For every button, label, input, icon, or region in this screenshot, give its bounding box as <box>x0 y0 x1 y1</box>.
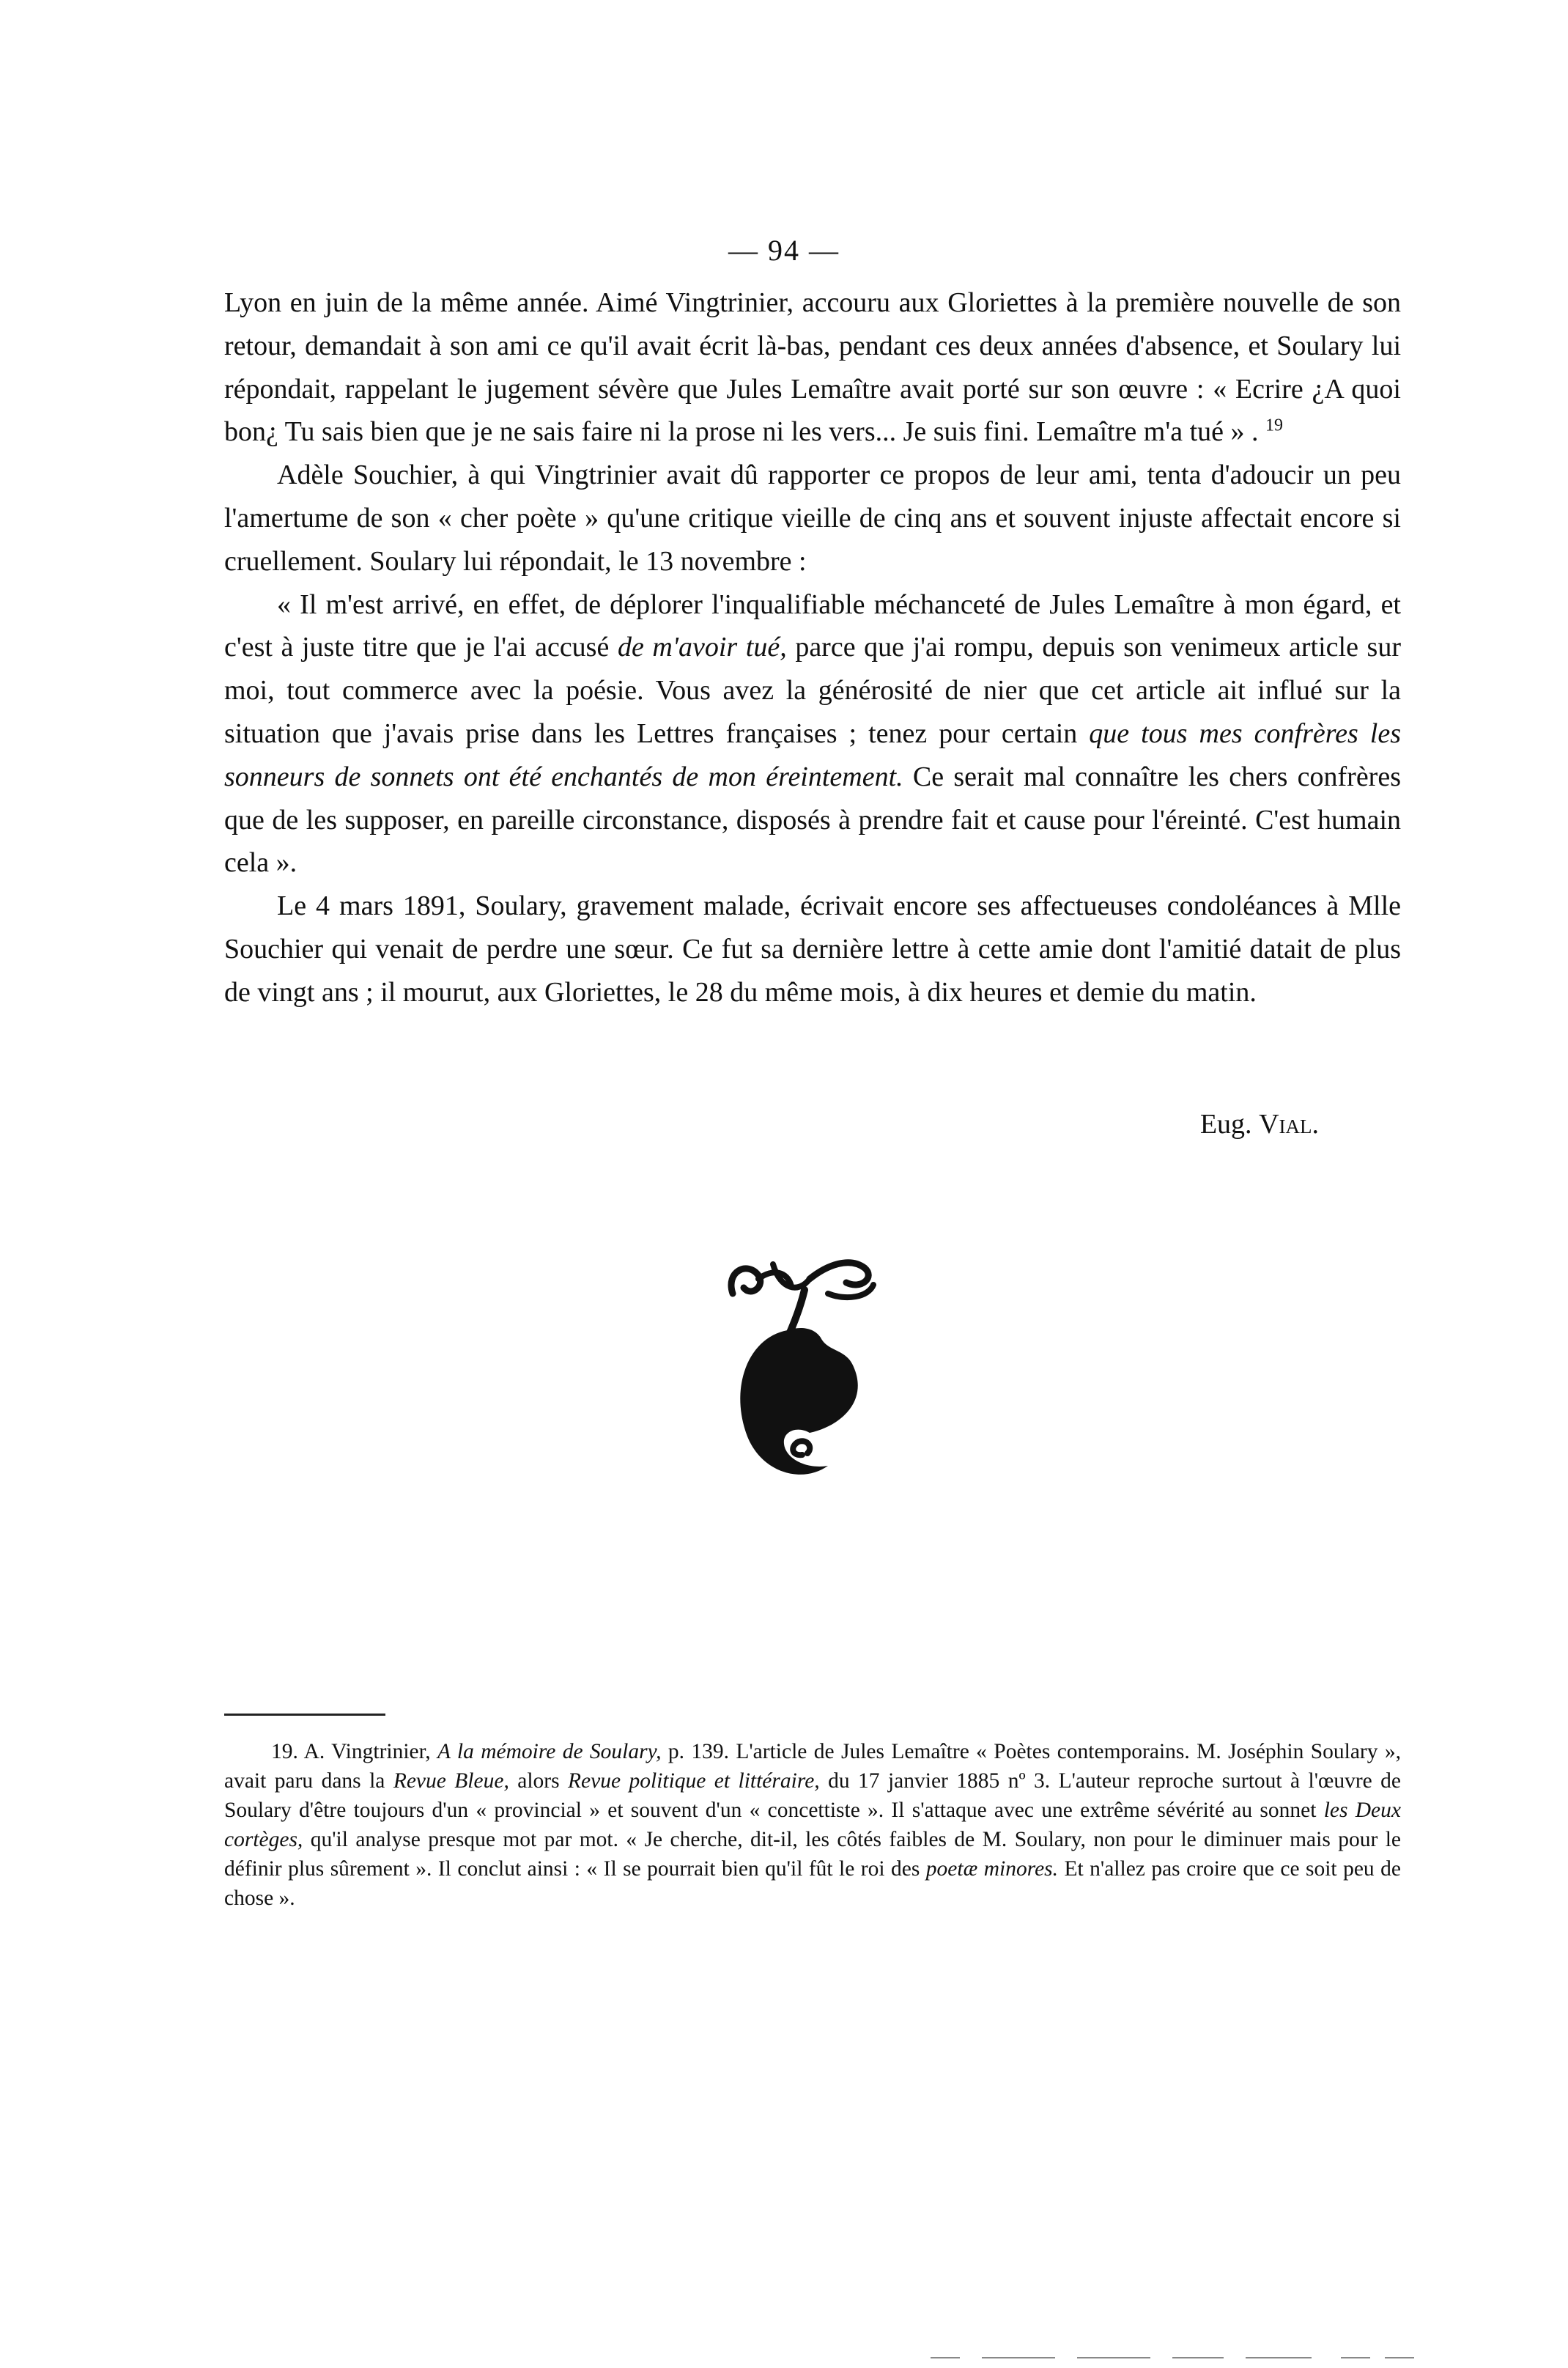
italic-run: de m'avoir tué, <box>617 632 787 663</box>
text-run: Ce serait mal connaître les chers confrères que de les supposer, en pareille circonstance, disposés à prendre fait et cause pour l'éreinté. C'est humain cela ». <box>224 761 1401 879</box>
text-run: parce que j'ai rompu, depuis son venimeux article sur moi, tout commerce avec la poésie. Vous avez la générosité de nier que cet article ait influé sur la situation que j'avais prise dans les Lettres françaises ; tenez pour certain <box>224 632 1402 749</box>
paragraph <box>224 281 1401 454</box>
text-run: Lyon en juin de la même année. Aimé Vingtrinier, accouru aux Gloriettes à la première nouvelle de son retour, demandait à son ami ce qu'il avait écrit là-bas, pendant ces deux années d'absence, et Soulary lui répondait, rappelant le jugement sévère que Jules Lemaître avait porté sur son œuvre : « Ecrire ¿A quoi bon¿ Tu sais bien que je ne sais faire ni la prose ni les vers... Je suis fini. Lemaître m'a tué » . <box>224 287 1401 448</box>
decorative-leaf-ornament-icon <box>718 1250 894 1513</box>
quoted-letter <box>224 583 1401 885</box>
page-number: — 94 — <box>728 234 840 267</box>
italic-run: A la mémoire de Soulary, <box>437 1740 662 1763</box>
italic-run: Revue Bleue, <box>393 1769 509 1793</box>
italic-run: que tous mes confrères les sonneurs de sonnets ont été enchantés de mon éreintement. <box>224 718 1401 792</box>
text-run: « Il m'est arrivé, en effet, de déplorer l'inqualifiable méchanceté de Jules Lemaître à mon égard, et c'est à juste titre que je l'ai accusé <box>224 589 1401 663</box>
footnote-reference[interactable]: 19 <box>1265 416 1283 435</box>
signature-first: Eug. <box>1199 1109 1260 1140</box>
text-run: p. 139. L'article de Jules Lemaître « Poètes contemporains. M. Joséphin Soulary », avait paru dans la <box>224 1740 1402 1793</box>
paragraph <box>224 885 1401 1014</box>
footnotes <box>224 1737 1401 1913</box>
author-signature <box>1200 1108 1319 1140</box>
scan-edge-marks <box>931 2356 1414 2359</box>
text-run: qu'il analyse presque mot par mot. « Je cherche, dit-il, les côtés faibles de M. Soulary, non pour le diminuer mais pour le définir plus sûrement ». Il conclut ainsi : « Il se pourrait bien qu'il fût le roi des <box>224 1828 1401 1881</box>
text-run: Et n'allez pas croire que ce soit peu de chose ». <box>224 1857 1401 1910</box>
footnote <box>224 1737 1401 1913</box>
text-run: Le 4 mars 1891, Soulary, gravement malade, écrivait encore ses affectueuses condoléances à Mlle Souchier qui venait de perdre une sœur. Ce fut sa dernière lettre à cette amie dont l'amitié datait de plus de vingt ans ; il mourut, aux Gloriettes, le 28 du même mois, à dix heures et demie du matin. <box>224 890 1401 1008</box>
text-run: 19. A. Vingtrinier, <box>271 1740 438 1763</box>
italic-run: les Deux cortèges, <box>224 1799 1401 1851</box>
italic-run: Revue politique et littéraire, <box>568 1769 820 1793</box>
text-run: alors <box>509 1769 569 1793</box>
italic-run: poetæ minores. <box>925 1857 1059 1881</box>
footnote-separator <box>224 1714 385 1716</box>
body-text <box>224 281 1401 1014</box>
text-run: Adèle Souchier, à qui Vingtrinier avait dû rapporter ce propos de leur ami, tenta d'adoucir un peu l'amertume de son « cher poète » qu'une critique vieille de cinq ans et souvent injuste affectait encore si cruellement. Soulary lui répondait, le 13 novembre : <box>224 460 1401 577</box>
text-run: du 17 janvier 1885 nº 3. L'auteur reproche surtout à l'œuvre de Soulary d'être toujours d'un « provincial » et souvent d'un « concettiste ». Il s'attaque avec une extrême sévérité au sonnet <box>224 1769 1402 1822</box>
paragraph <box>224 454 1401 583</box>
signature-last: Vial. <box>1259 1109 1319 1140</box>
